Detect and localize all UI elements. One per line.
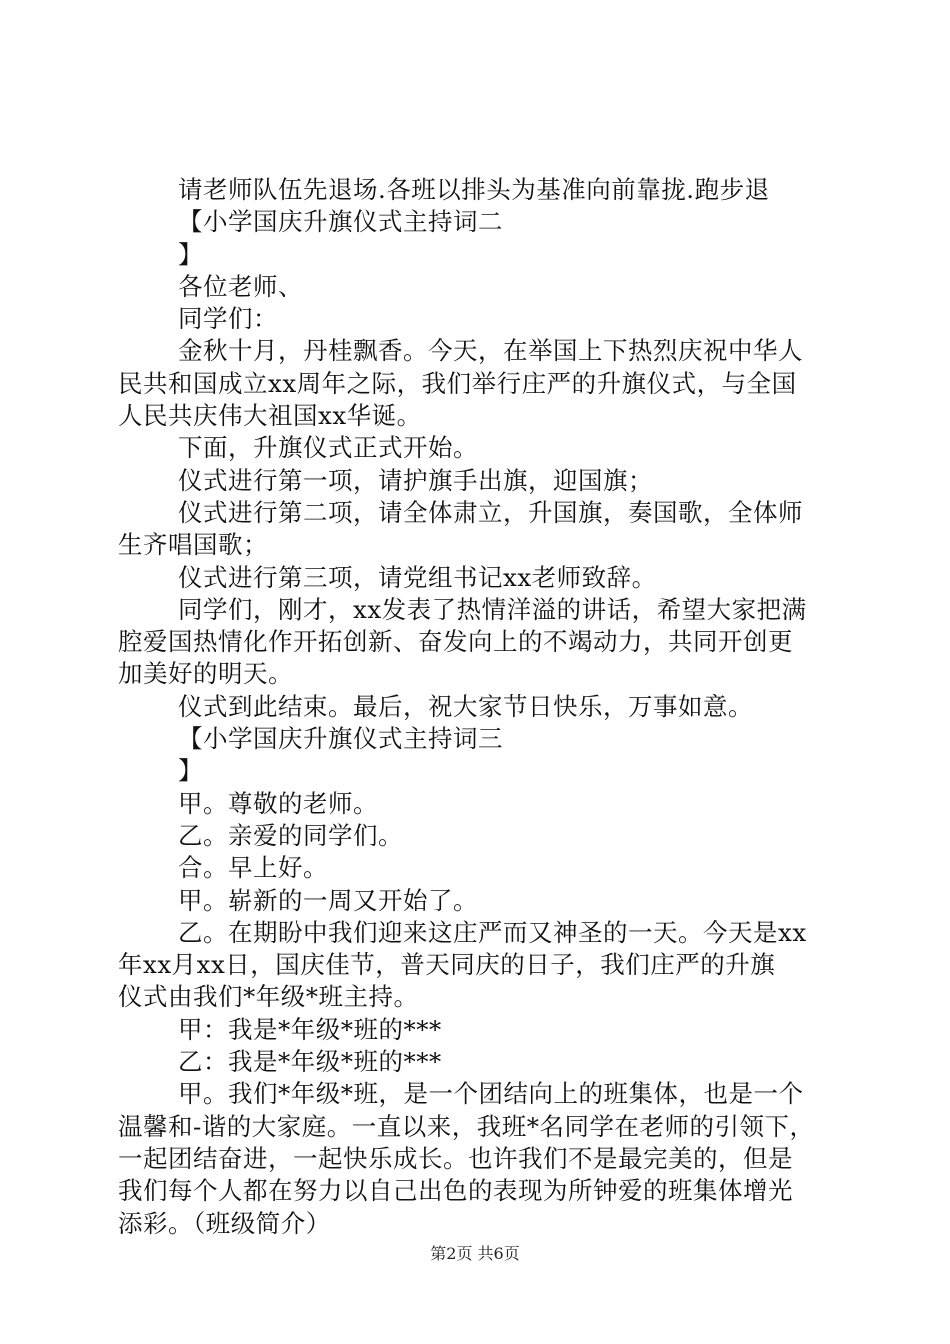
text-line: 仪式进行第二项，请全体肃立，升国旗，奏国歌，全体师 [178,497,803,527]
text-line: 仪式进行第三项，请党组书记xx老师致辞。 [178,562,657,592]
text-line: 仪式到此结束。最后，祝大家节日快乐，万事如意。 [178,691,753,721]
text-line: 】 [178,756,203,786]
text-line: 乙。亲爱的同学们。 [178,820,403,850]
text-line: 温馨和-谐的大家庭。一直以来，我班*名同学在老师的引领下， [118,1111,815,1141]
text-line: 年xx月xx日，国庆佳节，普天同庆的日子，我们庄严的升旗 [118,950,776,980]
text-line: 同学们，刚才，xx发表了热情洋溢的讲话，希望大家把满 [178,594,807,624]
text-line: 同学们： [178,304,278,334]
document-body [118,174,838,1240]
text-line: 民共和国成立xx周年之际，我们举行庄严的升旗仪式，与全国 [118,368,797,398]
page-footer: 第2页 共6页 [430,1244,520,1263]
text-line: 添彩。（班级简介） [118,1208,331,1238]
text-line: 仪式进行第一项，请护旗手出旗，迎国旗； [178,465,653,495]
text-line: 人民共庆伟大祖国xx华诞。 [118,401,422,431]
text-line: 各位老师、 [178,271,303,301]
text-line: 加美好的明天。 [118,659,293,689]
text-line: 【小学国庆升旗仪式主持词二 [178,207,503,237]
text-line: 甲：我是*年级*班的*** [178,1014,442,1044]
text-line: 腔爱国热情化作开拓创新、奋发向上的不竭动力，共同开创更 [118,627,793,657]
text-line: 请老师队伍先退场.各班以排头为基准向前靠拢.跑步退 [178,175,770,204]
text-line: 甲。尊敬的老师。 [178,788,378,818]
text-line: 乙。在期盼中我们迎来这庄严而又神圣的一天。今天是xx [178,917,807,947]
text-line: 仪式由我们*年级*班主持。 [118,982,419,1012]
text-line: 【小学国庆升旗仪式主持词三 [178,724,503,754]
text-line: 我们每个人都在努力以自己出色的表现为所钟爱的班集体增光 [118,1176,793,1206]
text-line: 甲。崭新的一周又开始了。 [178,885,478,915]
text-line: 】 [178,239,203,269]
text-line: 合。早上好。 [178,853,328,883]
text-line: 一起团结奋进，一起快乐成长。也许我们不是最完美的，但是 [118,1143,793,1173]
text-line: 甲。我们*年级*班，是一个团结向上的班集体，也是一个 [178,1079,804,1109]
text-line: 金秋十月，丹桂飘香。今天，在举国上下热烈庆祝中华人 [178,336,803,366]
text-line: 下面，升旗仪式正式开始。 [178,433,478,463]
text-line: 生齐唱国歌； [118,530,268,560]
text-line: 乙：我是*年级*班的*** [178,1047,442,1077]
